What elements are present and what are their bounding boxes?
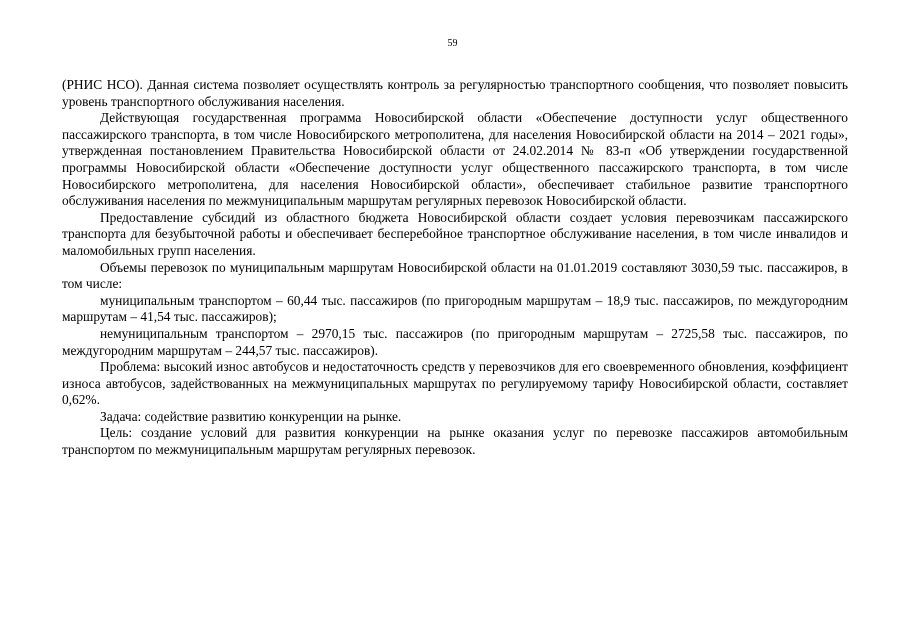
paragraph-state-program: Действующая государственная программа Новосибирской области «Обеспечение доступности услуг общественного пассажирского транспорта, в том числе Новосибирского метрополитена, для населения Новосибирской области на 2014 – 2021 годы», утвержденная постановлением Правительства Новосибирской области от 24.02.2014 № 83-п «Об утверждении государственной программы Новосибирской области «Обеспечение доступности услуг общественного пассажирского транспорта, в том числе Новосибирского метрополитена, для населения Новосибирской области», обеспечивает стабильное развитие транспортного обслуживания населения по межмуниципальным маршрутам регулярных перевозок Новосибирской области. xyxy=(62,110,848,209)
paragraph-problem: Проблема: высокий износ автобусов и недостаточность средств у перевозчиков для его своевременного обновления, коэффициент износа автобусов, задействованных на межмуниципальных маршрутах по регулируемому тарифу Новосибирской области, составляет 0,62%. xyxy=(62,359,848,408)
paragraph-non-municipal-transport: немуниципальным транспортом – 2970,15 тыс. пассажиров (по пригородным маршрутам – 2725,58 тыс. пассажиров, по междугородним маршрутам – 244,57 тыс. пассажиров). xyxy=(62,325,848,358)
paragraph-goal: Цель: создание условий для развития конкуренции на рынке оказания услуг по перевозке пассажиров автомобильным транспортом по межмуниципальным маршрутам регулярных перевозок. xyxy=(62,425,848,458)
paragraph-rnis-continuation: (РНИС НСО). Данная система позволяет осуществлять контроль за регулярностью транспортного сообщения, что позволяет повысить уровень транспортного обслуживания населения. xyxy=(62,77,848,109)
document-body xyxy=(62,77,848,459)
paragraph-task: Задача: содействие развитию конкуренции на рынке. xyxy=(100,408,402,424)
paragraph-municipal-transport: муниципальным транспортом – 60,44 тыс. пассажиров (по пригородным маршрутам – 18,9 тыс. пассажиров, по междугородним маршрутам – 41,54 тыс. пассажиров); xyxy=(62,292,848,325)
page-number: 59 xyxy=(447,38,458,49)
paragraph-transport-volumes: Объемы перевозок по муниципальным маршрутам Новосибирской области на 01.01.2019 составляют 3030,59 тыс. пассажиров, в том числе: xyxy=(62,259,848,292)
paragraph-subsidies: Предоставление субсидий из областного бюджета Новосибирской области создает условия перевозчикам пассажирского транспорта для безубыточной работы и обеспечивает бесперебойное транспортное обслуживание населения, в том числе инвалидов и маломобильных групп населения. xyxy=(62,209,848,258)
